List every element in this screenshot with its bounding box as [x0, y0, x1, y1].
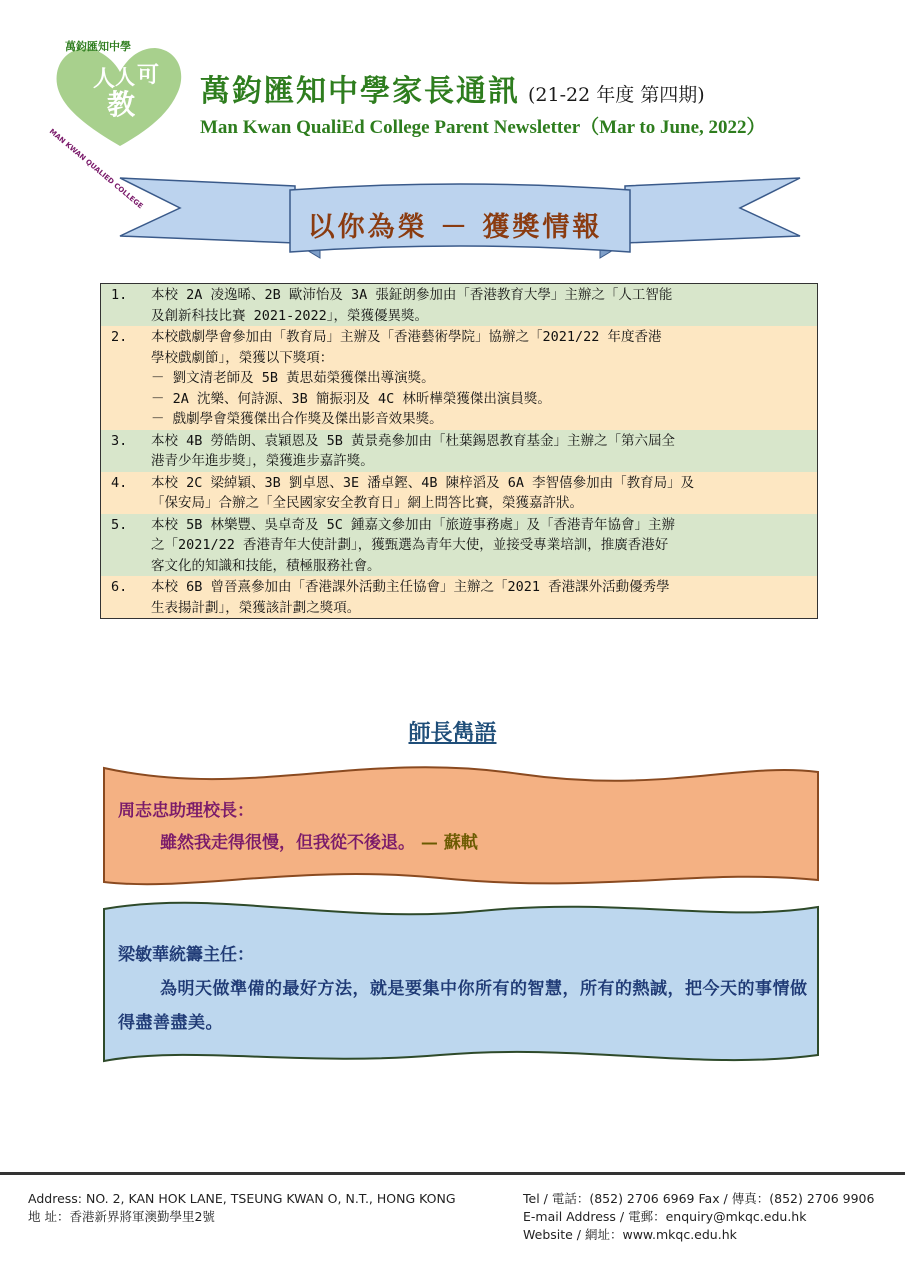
- quote-banner-orange: [100, 760, 822, 890]
- award-row: [101, 326, 818, 430]
- award-line: 本校 2A 凌逸晞、2B 歐沛怡及 3A 張鉦朗參加由「香港教育大學」主辦之「人工智能: [151, 287, 673, 303]
- quote2-text: 為明天做準備的最好方法，就是要集中你所有的智慧，所有的熱誠，把今天的事情做得盡善盡美。: [118, 979, 808, 1033]
- award-row: [101, 472, 818, 514]
- award-text: [147, 472, 818, 514]
- quote2-speaker: 梁敏華統籌主任：: [118, 945, 254, 965]
- address-en: Address: NO. 2, KAN HOK LANE, TSEUNG KWAN O, N.T., HONG KONG: [28, 1191, 456, 1206]
- award-line: 本校 2C 梁綽穎、3B 劉卓恩、3E 潘卓鏗、4B 陳梓滔及 6A 李智僖參加由「教育局」及: [151, 474, 695, 491]
- award-text: [147, 284, 818, 327]
- award-line: 本校 5B 林樂豐、吳卓奇及 5C 鍾嘉文參加由「旅遊事務處」及「香港青年協會」主辦: [151, 516, 676, 533]
- award-line: 本校 4B 勞皓朗、袁穎恩及 5B 黃景堯參加由「杜葉錫恩教育基金」主辦之「第六屆全: [151, 432, 676, 449]
- issue-label: (21-22 年度 第四期): [528, 84, 705, 106]
- tel-fax: Tel / 電話：(852) 2706 6969 Fax / 傳真：(852) 2706 9906: [523, 1191, 875, 1206]
- award-line: － 2A 沈樂、何詩源、3B 簡振羽及 4C 林昕樺榮獲傑出演員獎。: [151, 390, 551, 407]
- award-text: [147, 430, 818, 472]
- logo-motto-2: 人: [115, 65, 135, 89]
- footer-divider: [0, 1172, 905, 1175]
- footer-address: [28, 1190, 456, 1226]
- award-row: [101, 430, 818, 472]
- website-link[interactable]: Website / 網址：www.mkqc.edu.hk: [523, 1227, 737, 1242]
- award-number: 2.: [101, 326, 148, 430]
- logo-name-cn: 萬鈞匯知中學: [65, 40, 131, 53]
- quotes-heading: 師長雋語: [408, 720, 497, 746]
- quote1-speaker: 周志忠助理校長：: [118, 801, 254, 821]
- logo-motto-1: 人: [93, 66, 116, 92]
- award-line: － 劉文清老師及 5B 黃思茹榮獲傑出導演獎。: [151, 370, 435, 386]
- award-line: 之「2021/22 香港青年大使計劃」，獲甄選為青年大使，並接受專業培訓，推廣香港好: [151, 537, 669, 553]
- award-line: 本校 6B 曾晉熹參加由「香港課外活動主任協會」主辦之「2021 香港課外活動優秀學: [151, 579, 670, 595]
- address-cn: 地 址：香港新界將軍澳勤學里2號: [28, 1209, 215, 1224]
- award-text: [147, 576, 818, 619]
- award-line: 本校戲劇學會參加由「教育局」主辦及「香港藝術學院」協辦之「2021/22 年度香港: [151, 329, 662, 345]
- award-number: 4.: [101, 472, 148, 514]
- award-number: 6.: [101, 576, 148, 619]
- award-line: 生表揚計劃」，榮獲該計劃之獎項。: [151, 599, 361, 616]
- title-cn-text: 萬鈞匯知中學家長通訊: [200, 74, 520, 109]
- awards-section-title: 以你為榮 － 獲獎情報: [307, 212, 603, 243]
- award-row: [101, 514, 818, 577]
- award-text: [147, 514, 818, 577]
- newsletter-title-en: Man Kwan QualiEd College Parent Newsletter（Mar to June, 2022）: [200, 117, 766, 138]
- award-number: 3.: [101, 430, 148, 472]
- award-line: 客文化的知識和技能，積極服務社會。: [151, 557, 381, 574]
- award-line: 及創新科技比賽 2021-2022」，榮獲優異獎。: [151, 307, 429, 324]
- quote1-body: 雖然我走得很慢，但我從不後退。: [160, 833, 415, 853]
- logo-motto-4: 教: [107, 88, 136, 121]
- logo-name-en: MAN KWAN QUALIED COLLEGE: [47, 127, 145, 211]
- newsletter-title-cn: [200, 66, 705, 110]
- quote1-text: [160, 828, 478, 853]
- school-logo: [45, 28, 195, 211]
- email-link[interactable]: E-mail Address / 電郵：enquiry@mkqc.edu.hk: [523, 1209, 807, 1224]
- award-line: － 戲劇學會榮獲傑出合作獎及傑出影音效果獎。: [151, 411, 443, 427]
- footer-contact: [523, 1190, 874, 1244]
- logo-motto-3: 可: [137, 62, 160, 88]
- award-number: 1.: [101, 284, 148, 327]
- award-number: 5.: [101, 514, 148, 577]
- quote1-author: — 蘇軾: [420, 833, 478, 853]
- award-line: 學校戲劇節」，榮獲以下獎項：: [151, 349, 334, 366]
- award-text: [147, 326, 818, 430]
- award-row: [101, 284, 818, 327]
- award-line: 港青少年進步獎」，榮獲進步嘉許獎。: [151, 453, 374, 469]
- award-row: [101, 576, 818, 619]
- awards-table: [100, 283, 818, 619]
- award-line: 「保安局」合辦之「全民國家安全教育日」網上問答比賽，榮獲嘉許狀。: [151, 495, 583, 511]
